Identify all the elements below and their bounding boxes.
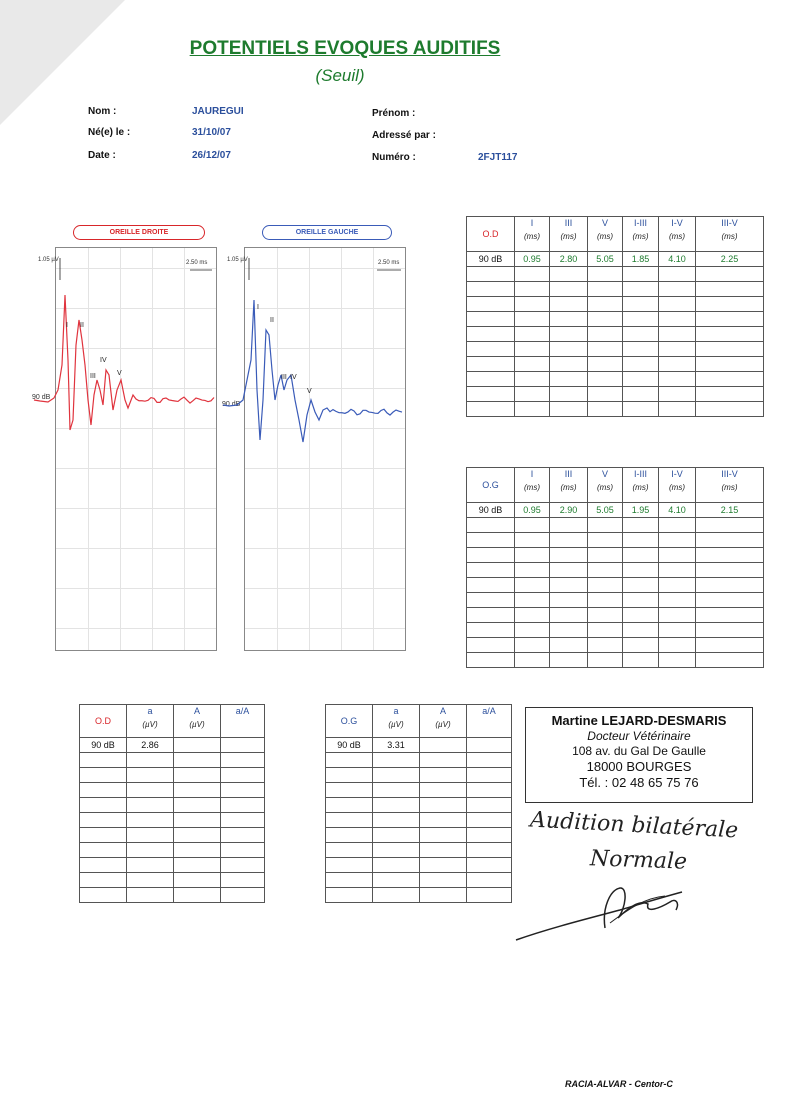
empty-table-row [467, 327, 764, 342]
table-row: 90 dB 0.95 2.90 5.05 1.95 4.10 2.15 [467, 503, 764, 518]
empty-table-row [467, 312, 764, 327]
date-value: 26/12/07 [192, 150, 231, 161]
od-header-I-III: I-III (ms) [623, 217, 659, 252]
ne-label: Né(e) le : [88, 127, 131, 138]
waveform-left-svg [219, 250, 419, 450]
empty-table-row [326, 798, 512, 813]
latency-table-og [466, 467, 764, 668]
empty-table-row [467, 608, 764, 623]
od-header-III: III (ms) [550, 217, 588, 252]
od-amp-header-A: A (µV) [174, 705, 221, 738]
od-header-V: V (ms) [588, 217, 623, 252]
og-table-label: O.G [467, 468, 515, 503]
prenom-label: Prénom : [372, 108, 416, 119]
empty-table-row [326, 873, 512, 888]
peak-label-right-II: II [80, 322, 84, 329]
empty-table-row [80, 828, 265, 843]
empty-table-row [326, 768, 512, 783]
od-amp-label: O.D [80, 705, 127, 738]
numero-value: 2FJT117 [478, 152, 518, 163]
empty-table-row [467, 623, 764, 638]
empty-table-row [467, 593, 764, 608]
empty-table-row [326, 888, 512, 903]
document-subtitle: (Seuil) [315, 66, 365, 85]
peak-label-left-IV: IV [290, 374, 297, 381]
od-header-III-V: III-V (ms) [696, 217, 764, 252]
document-title: POTENTIELS EVOQUES AUDITIFS [189, 38, 501, 59]
footer-label: RACIA-ALVAR - Centor-C [565, 1079, 673, 1089]
od-amp-header-a: a (µV) [127, 705, 174, 738]
empty-table-row [80, 753, 265, 768]
peak-label-left-II: II [270, 317, 274, 324]
waveform-left [223, 300, 402, 442]
level-label-right: 90 dB [32, 394, 51, 401]
stamp-city: 18000 BOURGES [586, 759, 692, 774]
empty-table-row [467, 387, 764, 402]
peak-label-right-V: V [117, 370, 122, 377]
empty-table-row [326, 813, 512, 828]
signature [510, 878, 690, 948]
og-amp-header-A: A (µV) [420, 705, 467, 738]
empty-table-row [467, 342, 764, 357]
handwritten-diagnosis-line1: Audition bilatérale [529, 807, 739, 844]
adresse-label: Adressé par : [372, 130, 436, 141]
pill-oreille-droite: OREILLE DROITE [73, 225, 205, 240]
empty-table-row [326, 828, 512, 843]
amplitude-table-od [79, 704, 265, 903]
waveform-right-svg [30, 250, 230, 450]
peak-label-left-III: III [281, 374, 287, 381]
peak-label-right-IV: IV [100, 357, 107, 364]
amplitude-table-og [325, 704, 512, 903]
time-label-right: 2.50 ms [186, 260, 208, 266]
og-header-V: V (ms) [588, 468, 623, 503]
table-row: 90 dB 3.31 [326, 738, 512, 753]
og-header-III-V: III-V (ms) [696, 468, 764, 503]
og-header-I: I (ms) [515, 468, 550, 503]
od-table-label: O.D [467, 217, 515, 252]
peak-label-right-I: I [66, 322, 68, 329]
peak-label-right-III: III [90, 373, 96, 380]
empty-table-row [467, 578, 764, 593]
stamp-address: 108 av. du Gal De Gaulle [572, 744, 706, 758]
stamp-title: Docteur Vétérinaire [587, 729, 691, 743]
stamp-name: Martine LEJARD-DESMARIS [551, 713, 727, 728]
empty-table-row [80, 888, 265, 903]
empty-table-row [467, 533, 764, 548]
empty-table-row [467, 402, 764, 417]
og-header-III: III (ms) [550, 468, 588, 503]
empty-table-row [326, 858, 512, 873]
empty-table-row [80, 768, 265, 783]
waveform-right [34, 295, 214, 430]
table-row: 90 dB 2.86 [80, 738, 265, 753]
empty-table-row [80, 873, 265, 888]
og-header-I-V: I-V (ms) [659, 468, 696, 503]
empty-table-row [326, 843, 512, 858]
empty-table-row [467, 267, 764, 282]
empty-table-row [80, 858, 265, 873]
level-label-left: 90 dB [222, 401, 241, 408]
scale-label-left: 1.05 µV [227, 257, 248, 263]
peak-label-left-V: V [307, 388, 312, 395]
handwritten-diagnosis-line2: Normale [589, 846, 688, 875]
empty-table-row [467, 563, 764, 578]
veterinarian-stamp [525, 707, 753, 803]
stamp-phone: Tél. : 02 48 65 75 76 [579, 775, 699, 790]
og-amp-label: O.G [326, 705, 373, 738]
og-amp-header-a: a (µV) [373, 705, 420, 738]
og-header-I-III: I-III (ms) [623, 468, 659, 503]
empty-table-row [80, 813, 265, 828]
latency-table-od [466, 216, 764, 417]
empty-table-row [80, 783, 265, 798]
empty-table-row [80, 843, 265, 858]
od-header-I: I (ms) [515, 217, 550, 252]
empty-table-row [467, 638, 764, 653]
od-header-I-V: I-V (ms) [659, 217, 696, 252]
table-row: 90 dB 0.95 2.80 5.05 1.85 4.10 2.25 [467, 252, 764, 267]
nom-label: Nom : [88, 106, 117, 117]
nom-value: JAUREGUI [192, 106, 244, 117]
peak-label-left-I: I [257, 304, 259, 311]
empty-table-row [467, 297, 764, 312]
date-label: Date : [88, 150, 116, 161]
od-amp-header-ratio: a/A [221, 705, 265, 738]
empty-table-row [467, 548, 764, 563]
empty-table-row [467, 282, 764, 297]
empty-table-row [467, 372, 764, 387]
numero-label: Numéro : [372, 152, 416, 163]
og-amp-header-ratio: a/A [467, 705, 512, 738]
scale-label-right: 1.05 µV [38, 257, 59, 263]
empty-table-row [326, 753, 512, 768]
empty-table-row [80, 798, 265, 813]
pill-oreille-gauche: OREILLE GAUCHE [262, 225, 392, 240]
empty-table-row [467, 357, 764, 372]
time-label-left: 2.50 ms [378, 260, 400, 266]
empty-table-row [326, 783, 512, 798]
empty-table-row [467, 653, 764, 668]
empty-table-row [467, 518, 764, 533]
ne-value: 31/10/07 [192, 127, 231, 138]
